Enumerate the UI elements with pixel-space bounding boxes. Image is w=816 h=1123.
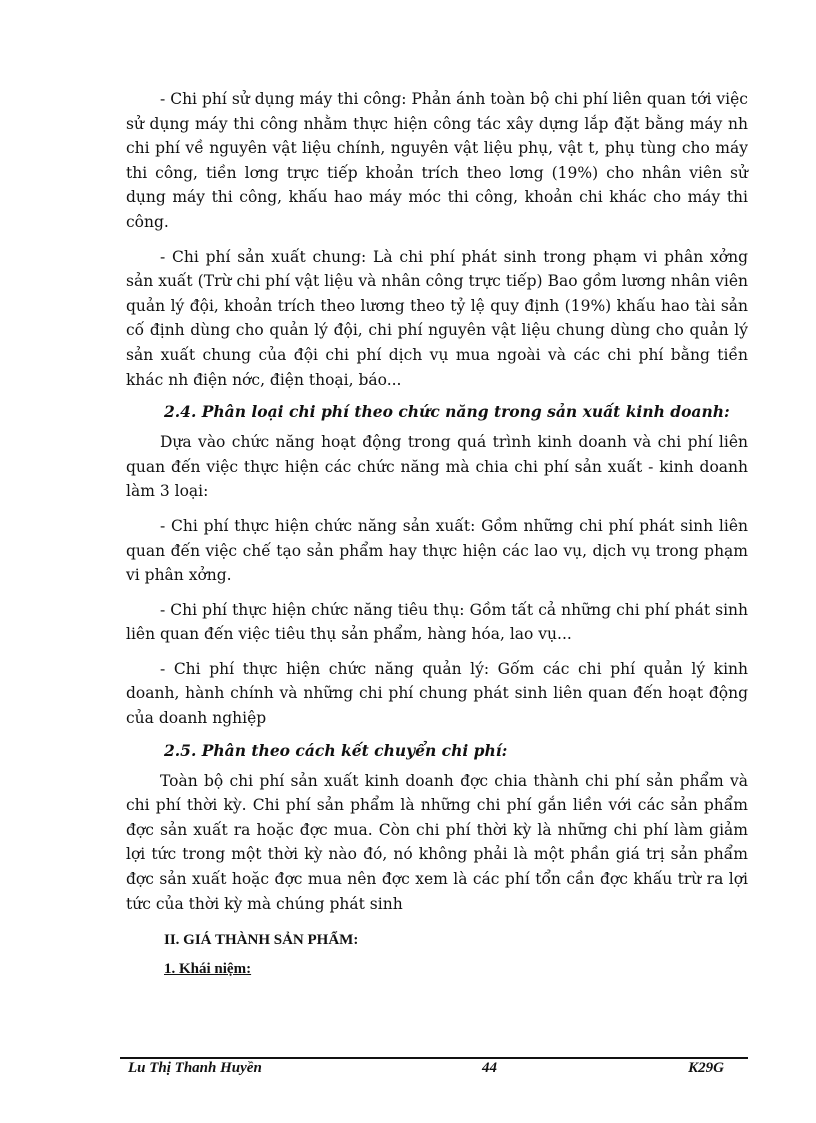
heading-2-5: 2.5. Phân theo cách kết chuyển chi phí: xyxy=(164,740,508,760)
paragraph-san-xuat-chung: - Chi phí sản xuất chung: Là chi phí phát sinh trong phạm vi phân xởng sản xuất (Trừ chi phí vật liệu và nhân công trực tiếp) Bao gồm lương nhân viên quản lý đội, khoản trích theo lương theo tỷ lệ quy định (19%) khấu hao tài sản cố định dùng cho quản lý đội, chi phí nguyên vật liệu chung dùng cho quản lý sản xuất chung của đội chi phí dịch vụ mua ngoài và các chi phí bằng tiền khác nh điện nớc, điện thoại, báo... xyxy=(126,247,748,389)
paragraph-chuc-nang-tieu-thu: - Chi phí thực hiện chức năng tiêu thụ: Gồm tất cả những chi phí phát sinh liên quan đến việc tiêu thụ sản phẩm, hàng hóa, lao vụ... xyxy=(126,600,748,644)
footer-author: Lu Thị Thanh Huyền xyxy=(128,1060,262,1076)
section-title-gia-thanh: II. GIÁ THÀNH SẢN PHẨM: xyxy=(164,932,359,949)
page-body xyxy=(126,87,748,981)
paragraph-ket-chuyen: Toàn bộ chi phí sản xuất kinh doanh đợc chia thành chi phí sản phẩm và chi phí thời kỳ. Chi phí sản phẩm là những chi phí gắn liền với các sản phẩm đợc sản xuất ra hoặc đợc mua. Còn chi phí thời kỳ là những chi phí làm giảm lợi tức trong một thời kỳ nào đó, nó không phải là một phần giá trị sản phẩm đợc sản xuất hoặc đợc mua nên đợc xem là các phí tổn cần đợc khấu trừ ra lợi tức của thời kỳ mà chúng phát sinh xyxy=(126,771,748,913)
heading-2-4: 2.4. Phân loại chi phí theo chức năng trong sản xuất kinh doanh: xyxy=(164,402,730,422)
footer-page-number: 44 xyxy=(482,1060,497,1076)
paragraph-may-thi-cong: - Chi phí sử dụng máy thi công: Phản ánh toàn bộ chi phí liên quan tới việc sử dụng máy thi công nhằm thực hiện công tác xây dựng lắp đặt bằng máy nh chi phí về nguyên vật liệu chính, nguyên vật liệu phụ, vật t, phụ tùng cho máy thi công, tiền lơng trực tiếp khoản trích theo lơng (19%) cho nhân viên sử dụng máy thi công, khấu hao máy móc thi công, khoản chi khác cho máy thi công. xyxy=(126,90,748,231)
footer-class-code: K29G xyxy=(688,1060,724,1076)
footer-divider xyxy=(120,1057,748,1059)
page-footer xyxy=(124,1060,724,1080)
paragraph-intro-chuc-nang: Dựa vào chức năng hoạt động trong quá trình kinh doanh và chi phí liên quan đến việc thực hiện các chức năng mà chia chi phí sản xuất - kinh doanh làm 3 loại: xyxy=(126,433,748,501)
paragraph-chuc-nang-quan-ly: - Chi phí thực hiện chức năng quản lý: Gốm các chi phí quản lý kinh doanh, hành chính và những chi phí chung phát sinh liên quan đến hoạt động của doanh nghiệp xyxy=(126,659,748,728)
paragraph-chuc-nang-san-xuat: - Chi phí thực hiện chức năng sản xuất: Gồm những chi phí phát sinh liên quan đến việc chế tạo sản phẩm hay thực hiện các lao vụ, dịch vụ trong phạm vi phân xởng. xyxy=(126,516,748,585)
subsection-title-khai-niem: 1. Khái niệm: xyxy=(164,961,252,978)
